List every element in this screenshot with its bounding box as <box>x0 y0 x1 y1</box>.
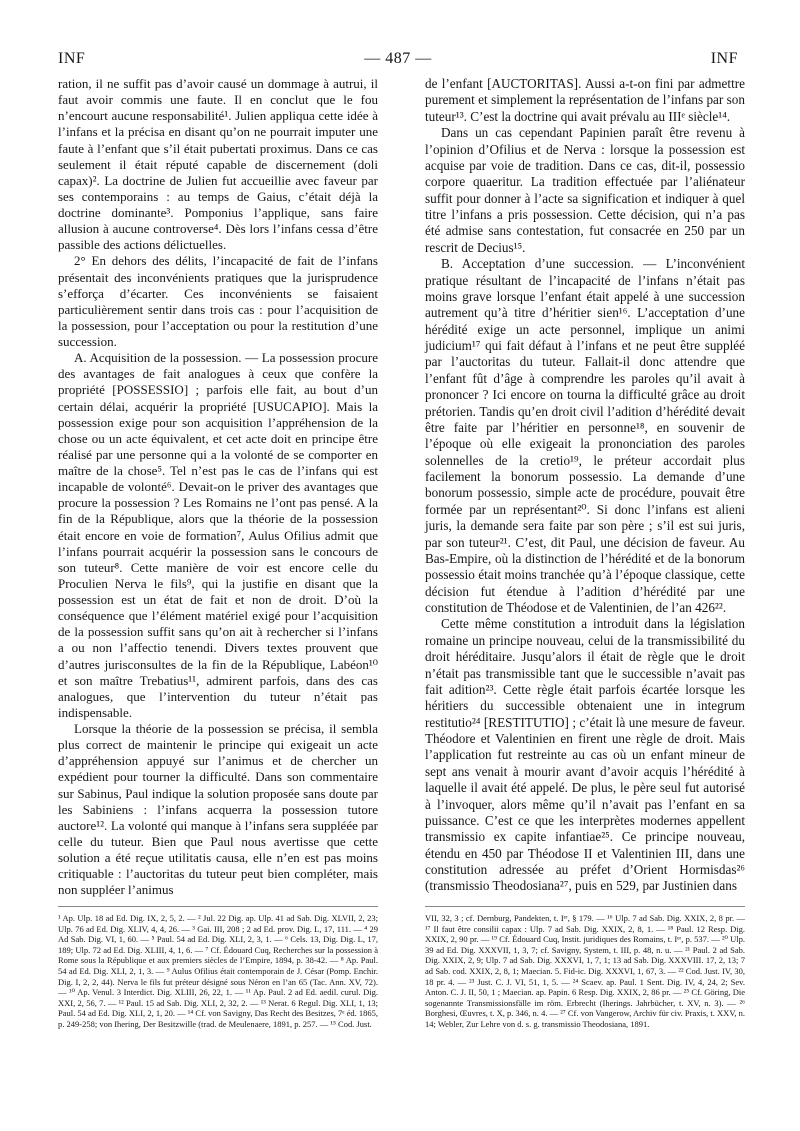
left-column <box>58 76 378 898</box>
running-head-right: INF <box>710 50 738 67</box>
paragraph: 2° En dehors des délits, l’incapacité de fait de l’infans présentait des inconvénients pratiques que la jurisprudence s’efforça d’écarter. Ces inconvénients se faisaient particulièrement sentir dans trois cas : pour l’acquisition de la possession, pour l’acceptation ou pour la restitution d’une succession. <box>58 253 378 349</box>
running-head-left: INF <box>58 50 86 67</box>
page-number: — 487 — <box>364 50 432 67</box>
paragraph: Lorsque la théorie de la possession se précisa, il sembla plus correct de maintenir le principe qui exigeait un acte d’appréhension appuyé sur l’animus et de chercher un expédient pour tourner la difficulté. Dans son commentaire sur Sabinus, Paul indique la solution proposée sans doute par les Sabiniens : l’infans acquerra la possession tutore auctore¹². La volonté qui manque à l’infans sera suppléée par celle du tuteur. Bien que Paul nous avertisse que cette solution a été reçue utilitatis causa, elle n’en est pas moins critiquable : l’auctoritas du tuteur peut bien compléter, mais non suppléer l’animus <box>58 721 378 898</box>
paragraph: ration, il ne suffit pas d’avoir causé un dommage à autrui, il faut avoir commis une faute. Il en conclut que le fou n’encourt aucune responsabilité¹. Julien appliqua cette idée à l’infans et la précisa en disant qu’on ne pourrait imputer une faute à l’enfant que s’il était pubertati proximus. Dans ce cas seulement il était réputé capable de discernement (doli capax)². La doctrine de Julien fut accueillie avec faveur par ses contemporains : au temps de Gaius, c’était déjà la doctrine dominante³. Pomponius l’applique, sans faire allusion à aucune controverse⁴. Dès lors l’infans cessa d’être passible des actions délictuelles. <box>58 76 378 253</box>
footnotes-right <box>425 906 745 1030</box>
paragraph: de l’enfant [AUCTORITAS]. Aussi a-t-on fini par admettre purement et simplement la représentation de l’infans par son tuteur¹³. C’est la doctrine qui avait prévalu au IIIᵉ siècle¹⁴. <box>425 76 745 124</box>
right-column <box>425 76 745 895</box>
footnote-text: VII, 32, 3 ; cf. Dernburg, Pandekten, t. Iᵉʳ, § 179. — ¹⁶ Ulp. 7 ad Sab. Dig. XXIX, 2, 8 pr. — ¹⁷ Il faut être consilii capax : Ulp. 7 ad Sab. Dig. XXIX, 2, 8, 1. — ¹⁸ Paul. 12 Resp. Dig. XXIX, 2, 90 pr. — ¹⁹ Cf. Édouard Cuq, Instit. juridiques des Romains, t. Iᵉʳ, p. 537. — ²⁰ Ulp. 39 ad Ed. Dig. XXXVII, 1, 3, 7; cf. Savigny, System, t. III, p. 48, n. u. — ²¹ Paul. 2 ad Sab. Dig. XXIX, 2, 9; Ulp. 7 ad Sab. Dig. XXXVI, 1, 7, 1; 13 ad Sab. Dig. XXXVIII. 17, 2, 13; 7 ad Sab. cod. XXIX, 2, 8, 1; Maecian. 5. Fid-ic. Dig. XXXVI, 1, 67, 3. — ²² Cod. Just. IV, 30, 18 pr. 4. — ²³ Just. C. J. VI, 51, 1, 5. — ²⁴ Scaev. ap. Paul. 1 Sent. Dig. IV, 4, 24, 2; Sev. Anton. C. J. II, 50, 1 ; Maecian. ap. Papin. 6 Resp. Dig. XXIX, 2, 86 pr. — ²⁵ Cf. Göring, Die sogenannte Transmissionsfälle im röm. Erbrecht (Iherings. Jahrbücher, t. XV, n. 3). — ²⁶ Borghesi, Œuvres, t. X, p. 346, n. 4. — ²⁷ Cf. von Vangerow, Archiv für civ. Praxis, t. XXV, n. 14; Webler, Zur Lehre von d. s. g. transmissio Theodosiana, 1891. <box>425 913 745 1029</box>
paragraph: Dans un cas cependant Papinien paraît être revenu à l’opinion d’Ofilius et de Nerva : lorsque la possession est acquise par voie de tradition. Dans ce cas, dit-il, possessio corpore quaeritur. La tradition effectuée par l’aliénateur suffit pour donner à l’acte sa signification et indiquer à quel titre l’infans a pris possession. Cette décision, qui n’a pas été admise sans contestation, fut consacrée en 250 par un rescrit de Decius¹⁵. <box>425 125 745 255</box>
paragraph: A. Acquisition de la possession. — La possession procure des avantages de fait analogues à ceux que confère la propriété [POSSESSIO] ; parfois elle fait, au bout d’un certain délai, acquérir la propriété [USUCAPIO]. Mais la possession exige pour son acquisition l’appréhension de la chose ou un acte équivalent, et cet acte doit en principe être réalisé par une personne qui a la volonté de se comporter en maître de la chose⁵. Tel n’est pas le cas de l’infans qui est incapable de volonté⁶. Devait-on le priver des avantages que procure la possession ? Les Romains ne l’ont pas pensé. A la fin de la République, alors que la théorie de la possession était encore en voie de formation⁷, Aulus Ofilius admit que l’infans pourrait acquérir la possession sans le concours de son tuteur⁸. Cette manière de voir est encore celle du Proculien Nerva le fils⁹, qui la justifie en disant que la possession est un état de fait et non de droit. D’où la conséquence que l’élément matériel exigé pour l’acquisition de la possession suffit sans qu’on ait à rechercher si l’infans a ou non l’affectio tenendi. Divers textes prouvent que d’autres jurisconsultes de la fin de la République, Labéon¹⁰ et son maître Trebatius¹¹, admirent parfois, dans des cas analogues, que l’intervention du tuteur n’était pas indispensable. <box>58 350 378 720</box>
paragraph: B. Acceptation d’une succession. — L’inconvénient pratique résultant de l’incapacité de l’infans n’était pas moins grave lorsque l’enfant était appelé à une succession autrement qu’à titre d’héritier sien¹⁶. L’acceptation d’une hérédité exige un acte personnel, implique un animi judicium¹⁷ qui fait défaut à l’infans et ne peut être suppléé par l’auctoritas du tuteur. Fallait-il donc attendre que l’enfant fût d’âge à comprendre les paroles qu’il avait à prononcer ? Ici encore on tourna la difficulté grâce au droit prétorien. Tandis qu’en droit civil l’adition d’hérédité devait être faite par l’héritier en personne¹⁸, en souvenir de l’époque où elle exigeait la prononciation des paroles solennelles de la cretio¹⁹, le préteur accordait plus facilement la bonorum possessio. La demande d’une bonorum possessio, simple acte de procédure, pouvait être formée par un représentant²⁰. Si donc l’infans est alieni juris, la demande sera faite par son père ; s’il est sui juris, par son tuteur²¹. C’est, dit Paul, une décision de faveur. Au Bas-Empire, où la distinction de l’hérédité et de la bonorum possessio était moins tranchée qu’à l’époque classique, cette décision fut étendue à l’adition d’hérédité par une constitution de Théodose et de Valentinien, de l’an 426²². <box>425 256 745 615</box>
running-head <box>58 50 738 70</box>
footnotes-left <box>58 906 378 1030</box>
footnote-text: ¹ Ap. Ulp. 18 ad Ed. Dig. IX, 2, 5, 2. — ² Jul. 22 Dig. ap. Ulp. 41 ad Sab. Dig. XLVII, 2, 23; Ulp. 76 ad Ed. Dig. XLIV, 4, 4, 26. — ³ Gai. III, 208 ; 2 ad Ed. prov. Dig. L, 17, 111. — ⁴ 29 Ad Sab. Dig. VI, 1, 60. — ⁵ Paul. 54 ad Ed. Dig. XLI, 2, 3, 1. — ⁶ Cels. 13, Dig. Dig. L, 17, 189; Ulp. 72 ad Ed. Dig. XLIII, 4, 1, 6. — ⁷ Cf. Édouard Cuq, Recherches sur la possession à Rome sous la République et aux premiers siècles de l’Empire, 1894, p. 38-42. — ⁸ Ap. Paul. 54 ad Ed. Dig. XLI, 2, 1, 3. — ⁹ Aulus Ofilius était contemporain de J. César (Pomp. Enchir. Dig. I, 2, 2, 44). Nerva le fils fut préteur désigné sous Néron en l’an 65 (Tac. Ann. XV, 72). — ¹⁰ Ap. Venul. 3 Interdict. Dig. XLIII, 26, 22, 1. — ¹¹ Ap. Paul. 2 ad Ed. aedil. curul. Dig. XXI, 2, 56, 7. — ¹² Paul. 15 ad Sab. Dig. XLI, 2, 32, 2. — ¹³ Nerat. 6 Regul. Dig. XLI, 1, 13; Paul. 54 ad Ed. Dig. XLI, 2, 1, 20. — ¹⁴ Cf. von Savigny, Das Recht des Besitzes, 7ᵉ éd. 1865, p. 249-258; von Ihering, Der Besitzwille (trad. de Meulenaere, 1891, p. 257. — ¹⁵ Cod. Just. <box>58 913 378 1029</box>
paragraph: Cette même constitution a introduit dans la législation romaine un principe nouveau, celui de la transmissibilité du droit héréditaire. Jusqu’alors il était de règle que le droit n’était pas transmissible tant que le successible n’avait pas fait adition²³. Cette règle était parfois écartée lorsque les héritiers du successible obtenaient une in integrum restitutio²⁴ [RESTITUTIO] ; c’était là une mesure de faveur. Théodore et Valentinien en firent une règle de droit. Mais l’application fut restreinte au cas où un enfant mineur de sept ans venait à mourir avant d’avoir acquis l’hérédité à laquelle il avait été appelé. De plus, le père seul fut autorisé à l’invoquer, alors même qu’il n’avait pas l’enfant en sa puissance. C’est ce que les interprètes modernes appellent transmissio ex capite infantiae²⁵. Ce principe nouveau, étendu en 450 par Théodose II et Valentinien III, dans une constitution adressée au préfet d’Orient Hormisdas²⁶ (transmissio Theodosiana²⁷, puis en 529, par Justinien dans <box>425 616 745 894</box>
